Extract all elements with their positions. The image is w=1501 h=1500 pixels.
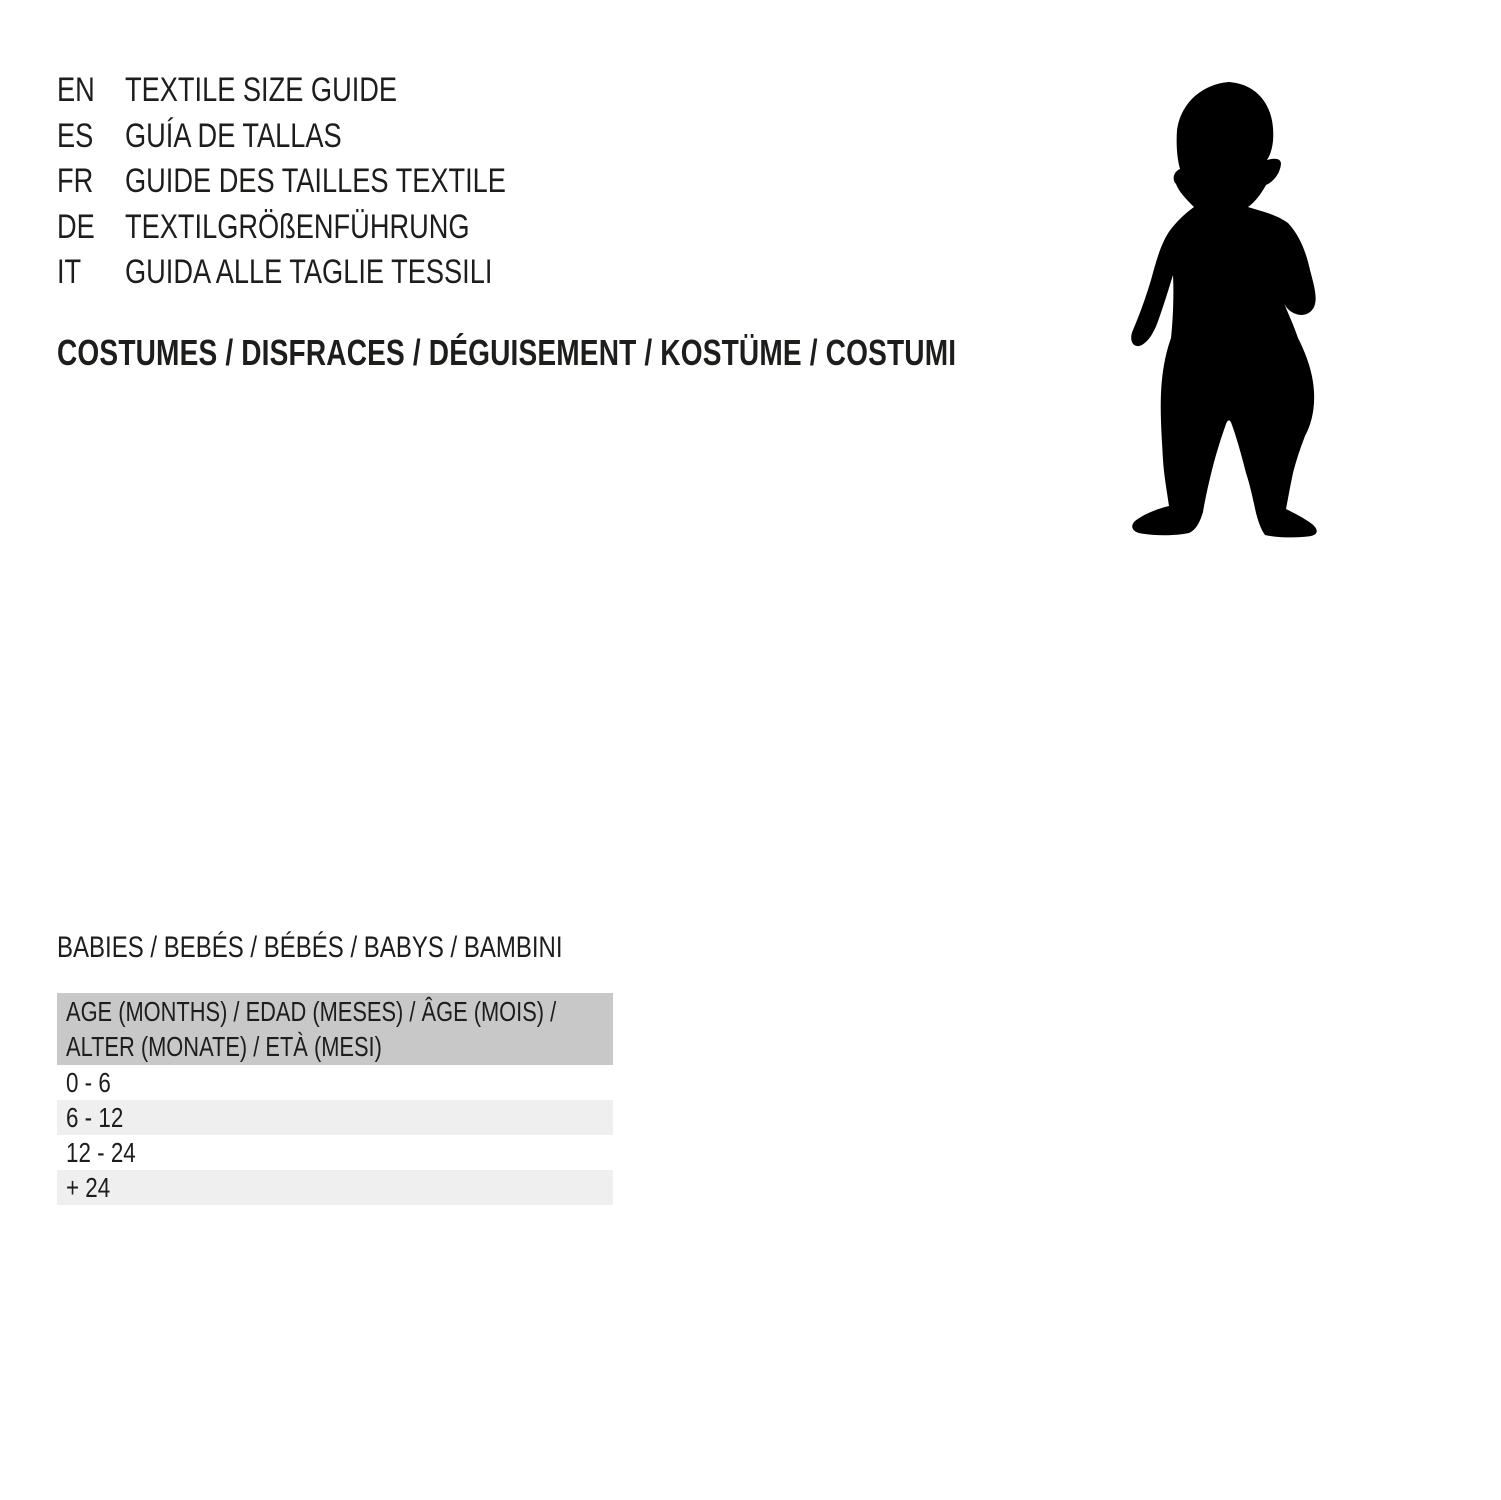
language-code: EN (57, 71, 95, 109)
age-table-header-line2: ALTER (MONATE) / ETÀ (MESI) (66, 1031, 382, 1062)
age-range-value: + 24 (66, 1172, 111, 1203)
language-title: GUIDE DES TAILLES TEXTILE (125, 162, 506, 200)
baby-silhouette-icon (1128, 80, 1320, 538)
table-row (57, 1135, 613, 1170)
age-range-value: 12 - 24 (66, 1137, 136, 1168)
age-range-value: 0 - 6 (66, 1067, 111, 1098)
language-code: DE (57, 207, 95, 246)
language-code: IT (57, 253, 82, 291)
age-table-header (57, 993, 613, 1065)
language-title: GUÍA DE TALLAS (125, 116, 342, 155)
babies-age-table (57, 993, 613, 1205)
language-title: TEXTILGRÖßENFÜHRUNG (125, 207, 470, 246)
language-title: TEXTILE SIZE GUIDE (125, 71, 398, 109)
language-title: GUIDA ALLE TAGLIE TESSILI (125, 253, 493, 291)
age-range-value: 6 - 12 (66, 1102, 124, 1133)
category-title-text: COSTUMES / DISFRACES / DÉGUISEMENT / KOSTÜME / COSTUMI (57, 332, 957, 373)
age-table-header-line1: AGE (MONTHS) / EDAD (MESES) / ÂGE (MOIS) / (66, 996, 557, 1027)
table-row (57, 1170, 613, 1205)
babies-section-heading-text: BABIES / BEBÉS / BÉBÉS / BABYS / BAMBINI (57, 931, 563, 964)
category-title (57, 330, 1210, 375)
language-code: ES (57, 116, 94, 155)
table-row (57, 1065, 613, 1100)
babies-section-heading (57, 928, 689, 968)
language-code: FR (57, 162, 94, 200)
table-row (57, 1100, 613, 1135)
